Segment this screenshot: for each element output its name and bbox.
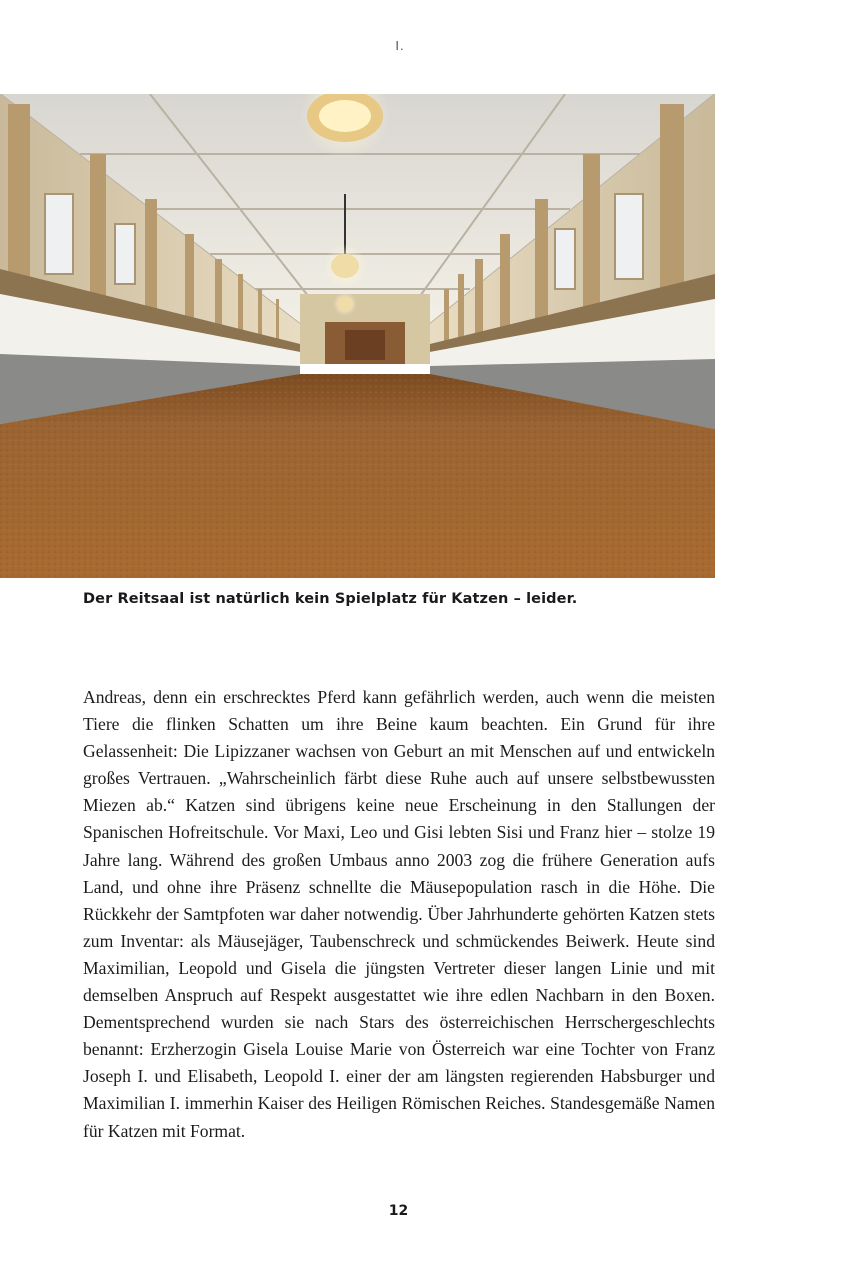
figure-caption: Der Reitsaal ist natürlich kein Spielplatz für Katzen – leider. <box>83 591 578 607</box>
body-paragraph: Andreas, denn ein erschrecktes Pferd kann gefährlich werden, auch wenn die meisten Tiere die flinken Schatten um ihre Beine kaum beachten. Ein Grund für ihre Gelassenheit: Die Lipizzaner wachsen von Geburt an mit Menschen auf und entwickeln großes Vertrauen. „Wahrscheinlich färbt diese Ruhe auch auf unsere selbstbewussten Miezen ab.“ Katzen sind übrigens keine neue Erscheinung in den Stallungen der Spanischen Hofreitschule. Vor Maxi, Leo und Gisi lebten Sisi und Franz hier – stolze 19 Jahre lang. Während des großen Umbaus anno 2003 zog die frühere Generation aufs Land, und ohne ihre Präsenz schnellte die Mäusepopulation rasch in die Höhe. Die Rückkehr der Samtpfoten war daher notwendig. Über Jahrhunderte gehörten Katzen stets zum Inventar: als Mäusejäger, Taubenschreck und schmückendes Beiwerk. Heute sind Maximilian, Leopold und Gisela die jüngsten Vertreter dieser langen Linie und mit demselben Anspruch auf Respekt ausgestattet wie ihre edlen Nachbarn in den Boxen. Dementsprechend wurden sie nach Stars des österreichischen Herrschergeschlechts benannt: Erzherzogin Gisela Louise Marie von Österreich war eine Tochter von Franz Joseph I. und Elisabeth, Leopold I. einer der am längsten regierenden Habsburger und Maximilian I. immerhin Kaiser des Heiligen Römischen Reiches. Standesgemäße Namen für Katzen mit Format. <box>83 687 715 1141</box>
riding-hall-photo <box>0 94 715 578</box>
chapter-marker: I. <box>395 38 405 53</box>
page-number: 12 <box>388 1203 409 1219</box>
